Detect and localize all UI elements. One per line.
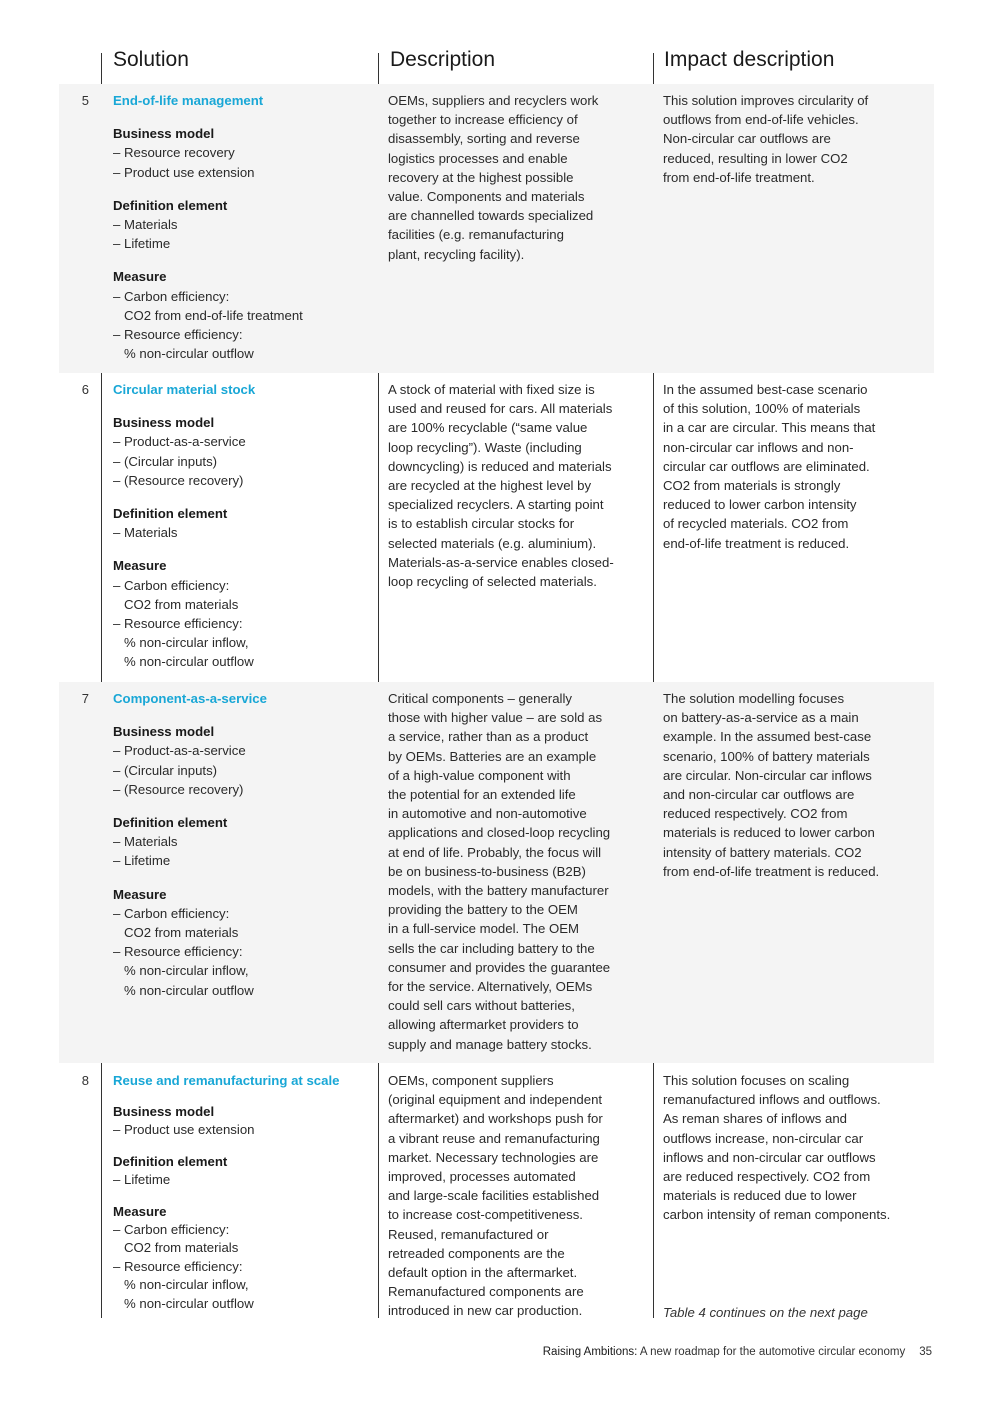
business-model-label: Business model bbox=[113, 724, 215, 740]
text-line: at end of life. Probably, the focus will bbox=[388, 844, 602, 860]
text-line: Reused, remanufactured or bbox=[388, 1226, 549, 1242]
text-line: remanufactured inflows and outflows. bbox=[663, 1092, 881, 1108]
text-line: of recycled materials. CO2 from bbox=[663, 516, 849, 532]
measure-label: Measure bbox=[113, 558, 167, 574]
text-line: on battery-as-a-service as a main bbox=[663, 710, 859, 726]
text-line: OEMs, suppliers and recyclers work bbox=[388, 93, 599, 108]
business-model-label: Business model bbox=[113, 1104, 215, 1120]
row-number: 6 bbox=[81, 382, 89, 397]
text-line: A stock of material with fixed size is bbox=[388, 382, 595, 397]
description-cell bbox=[388, 380, 650, 591]
text-line: materials is reduced to lower carbon bbox=[663, 825, 875, 841]
text-line: is to establish circular stocks for bbox=[388, 516, 575, 532]
text-line: In the assumed best-case scenario bbox=[663, 382, 868, 397]
header-impact: Impact description bbox=[664, 48, 835, 71]
list-item: – Carbon efficiency: bbox=[113, 577, 230, 593]
text-line: scenario, 100% of battery materials bbox=[663, 748, 870, 764]
text-line: introduced in new car production. bbox=[388, 1303, 583, 1319]
text-line: non-circular car inflows and non- bbox=[663, 439, 854, 455]
table-row bbox=[59, 373, 934, 682]
text-line: in automotive and non-automotive bbox=[388, 806, 587, 822]
footer-title: A new roadmap for the automotive circular economy bbox=[637, 1346, 906, 1358]
text-line: are 100% recyclable (“same value bbox=[388, 420, 588, 436]
text-line: intensity of battery materials. CO2 bbox=[663, 844, 862, 860]
text-line: materials is reduced due to lower bbox=[663, 1188, 857, 1204]
text-line: those with higher value – are sold as bbox=[388, 710, 603, 726]
text-line: outflows increase, non-circular car bbox=[663, 1130, 864, 1146]
list-item: – Materials bbox=[113, 217, 178, 233]
list-item: – Product-as-a-service bbox=[113, 434, 246, 450]
header-solution: Solution bbox=[113, 48, 189, 71]
list-item: – Resource efficiency: bbox=[113, 944, 243, 960]
text-line: models, with the battery manufacturer bbox=[388, 883, 609, 899]
list-item: – Resource efficiency: bbox=[113, 1258, 243, 1274]
text-line: loop recycling of selected materials. bbox=[388, 574, 597, 590]
text-line: carbon intensity of reman components. bbox=[663, 1207, 891, 1223]
text-line: reduced respectively. CO2 from bbox=[663, 806, 848, 822]
text-line: are circular. Non-circular car inflows bbox=[663, 767, 872, 783]
impact-cell bbox=[663, 91, 925, 187]
page-footer bbox=[543, 1346, 932, 1358]
solution-title: Circular material stock bbox=[113, 382, 256, 397]
measure-label: Measure bbox=[113, 1203, 167, 1219]
list-item: – (Circular inputs) bbox=[113, 453, 218, 469]
text-line: selected materials (e.g. aluminium). bbox=[388, 535, 597, 551]
text-line: plant, recycling facility). bbox=[388, 246, 525, 262]
text-line: in a car are circular. This means that bbox=[663, 420, 876, 436]
text-line: default option in the aftermarket. bbox=[388, 1265, 578, 1281]
list-item: CO2 from materials bbox=[124, 925, 239, 941]
text-line: in a full-service model. The OEM bbox=[388, 921, 580, 937]
text-line: market. Necessary technologies are bbox=[388, 1149, 599, 1165]
text-line: are recycled at the highest level by bbox=[388, 478, 592, 494]
text-line: CO2 from materials is strongly bbox=[663, 478, 841, 494]
text-line: downcycling) is reduced and materials bbox=[388, 458, 612, 474]
text-line: reduced, resulting in lower CO2 bbox=[663, 150, 848, 166]
text-line: Critical components – generally bbox=[388, 691, 572, 706]
text-line: from end-of-life treatment is reduced. bbox=[663, 863, 880, 879]
text-line: end-of-life treatment is reduced. bbox=[663, 535, 850, 551]
text-line: providing the battery to the OEM bbox=[388, 902, 578, 918]
list-item: – Resource efficiency: bbox=[113, 327, 243, 343]
table-row bbox=[59, 84, 934, 373]
text-line: Remanufactured components are bbox=[388, 1284, 584, 1300]
list-item: % non-circular outflow bbox=[124, 346, 254, 362]
text-line: of this solution, 100% of materials bbox=[663, 401, 861, 417]
text-line: the potential for an extended life bbox=[388, 787, 576, 803]
list-item: CO2 from materials bbox=[124, 1240, 239, 1256]
business-model-label: Business model bbox=[113, 126, 215, 142]
list-item: % non-circular inflow, bbox=[124, 635, 249, 651]
text-line: are channelled towards specialized bbox=[388, 208, 594, 224]
text-line: example. In the assumed best-case bbox=[663, 729, 872, 745]
footer-title-bold: Raising Ambitions: bbox=[542, 1346, 638, 1358]
text-line: Materials-as-a-service enables closed- bbox=[388, 554, 614, 570]
table-continues-note: Table 4 continues on the next page bbox=[663, 1305, 868, 1320]
list-item: – Carbon efficiency: bbox=[113, 1221, 230, 1237]
text-line: disassembly, sorting and reverse bbox=[388, 131, 580, 147]
table-row bbox=[59, 1063, 934, 1321]
list-item: % non-circular outflow bbox=[124, 654, 254, 670]
text-line: and non-circular car outflows are bbox=[663, 787, 855, 803]
text-line: recovery at the highest possible bbox=[388, 169, 574, 185]
text-line: used and reused for cars. All materials bbox=[388, 401, 613, 417]
list-item: – Lifetime bbox=[113, 853, 171, 869]
text-line: reduced to lower carbon intensity bbox=[663, 497, 857, 513]
text-line: facilities (e.g. remanufacturing bbox=[388, 227, 564, 243]
text-line: Non-circular car outflows are bbox=[663, 131, 831, 147]
description-cell bbox=[388, 689, 650, 1054]
text-line: (original equipment and independent bbox=[388, 1092, 603, 1108]
text-line: aftermarket) and workshops push for bbox=[388, 1111, 603, 1127]
definition-element-label: Definition element bbox=[113, 1153, 228, 1169]
text-line: consumer and provides the guarantee bbox=[388, 959, 611, 975]
definition-element-label: Definition element bbox=[113, 197, 228, 213]
text-line: The solution modelling focuses bbox=[663, 691, 845, 706]
list-item: % non-circular outflow bbox=[124, 1295, 254, 1311]
text-line: OEMs, component suppliers bbox=[388, 1073, 554, 1088]
list-item: CO2 from materials bbox=[124, 596, 239, 612]
list-item: – Carbon efficiency: bbox=[113, 905, 230, 921]
text-line: to increase cost-competitiveness. bbox=[388, 1207, 583, 1223]
list-item: – (Resource recovery) bbox=[113, 781, 244, 797]
text-line: logistics processes and enable bbox=[388, 150, 568, 166]
impact-cell bbox=[663, 380, 925, 553]
list-item: CO2 from end-of-life treatment bbox=[124, 307, 303, 323]
list-item: % non-circular outflow bbox=[124, 982, 254, 998]
text-line: specialized recyclers. A starting point bbox=[388, 497, 604, 513]
impact-cell bbox=[663, 1071, 925, 1225]
measure-label: Measure bbox=[113, 269, 167, 285]
impact-cell bbox=[663, 689, 925, 881]
list-item: % non-circular inflow, bbox=[124, 1277, 249, 1293]
text-line: and large-scale facilities established bbox=[388, 1188, 600, 1204]
row-number: 5 bbox=[81, 93, 89, 108]
text-line: for the service. Alternatively, OEMs bbox=[388, 979, 593, 995]
list-item: % non-circular inflow, bbox=[124, 963, 249, 979]
text-line: supply and manage battery stocks. bbox=[388, 1036, 592, 1052]
list-item: – Carbon efficiency: bbox=[113, 288, 230, 304]
text-line: outflows from end-of-life vehicles. bbox=[663, 112, 859, 128]
text-line: retreaded components are the bbox=[388, 1245, 565, 1261]
solution-cell bbox=[113, 1071, 375, 1313]
list-item: – Product use extension bbox=[113, 1122, 255, 1138]
solution-title: Component-as-a-service bbox=[113, 691, 267, 706]
text-line: sells the car including battery to the bbox=[388, 940, 595, 956]
list-item: – (Resource recovery) bbox=[113, 472, 244, 488]
list-item: – Lifetime bbox=[113, 236, 171, 252]
text-line: together to increase efficiency of bbox=[388, 112, 578, 128]
text-line: loop recycling”). Waste (including bbox=[388, 439, 582, 455]
list-item: – Resource efficiency: bbox=[113, 616, 243, 632]
list-item: – (Circular inputs) bbox=[113, 762, 218, 778]
text-line: by OEMs. Batteries are an example bbox=[388, 748, 597, 764]
text-line: are reduced respectively. CO2 from bbox=[663, 1169, 871, 1185]
list-item: – Materials bbox=[113, 525, 178, 541]
text-line: be on business-to-business (B2B) bbox=[388, 863, 586, 879]
list-item: – Materials bbox=[113, 834, 178, 850]
list-item: – Product-as-a-service bbox=[113, 743, 246, 759]
solution-cell bbox=[113, 91, 375, 363]
list-item: – Resource recovery bbox=[113, 145, 235, 161]
text-line: allowing aftermarket providers to bbox=[388, 1017, 579, 1033]
list-item: – Lifetime bbox=[113, 1172, 171, 1188]
definition-element-label: Definition element bbox=[113, 815, 228, 831]
text-line: As reman shares of inflows and bbox=[663, 1111, 847, 1127]
solution-title: End-of-life management bbox=[113, 93, 264, 108]
text-line: a service, rather than as a product bbox=[388, 729, 589, 745]
solution-title: Reuse and remanufacturing at scale bbox=[113, 1073, 340, 1088]
header-description: Description bbox=[390, 48, 496, 71]
text-line: circular car outflows are eliminated. bbox=[663, 458, 870, 474]
text-line: inflows and non-circular car outflows bbox=[663, 1149, 876, 1165]
text-line: improved, processes automated bbox=[388, 1169, 576, 1185]
description-cell bbox=[388, 91, 650, 264]
text-line: applications and closed-loop recycling bbox=[388, 825, 611, 841]
row-number: 8 bbox=[81, 1073, 89, 1088]
definition-element-label: Definition element bbox=[113, 506, 228, 522]
page-number: 35 bbox=[919, 1346, 932, 1358]
solution-cell bbox=[113, 380, 375, 672]
measure-label: Measure bbox=[113, 886, 167, 902]
row-number: 7 bbox=[81, 691, 89, 706]
text-line: value. Components and materials bbox=[388, 189, 585, 205]
text-line: could sell cars without batteries, bbox=[388, 998, 575, 1014]
text-line: of a high-value component with bbox=[388, 767, 571, 783]
text-line: a vibrant reuse and remanufacturing bbox=[388, 1130, 600, 1146]
text-line: from end-of-life treatment. bbox=[663, 169, 815, 185]
description-cell bbox=[388, 1071, 650, 1321]
solution-cell bbox=[113, 689, 375, 1000]
list-item: – Product use extension bbox=[113, 164, 255, 180]
table-row bbox=[59, 682, 934, 1063]
text-line: This solution focuses on scaling bbox=[663, 1073, 850, 1088]
business-model-label: Business model bbox=[113, 415, 215, 431]
text-line: This solution improves circularity of bbox=[663, 93, 869, 108]
